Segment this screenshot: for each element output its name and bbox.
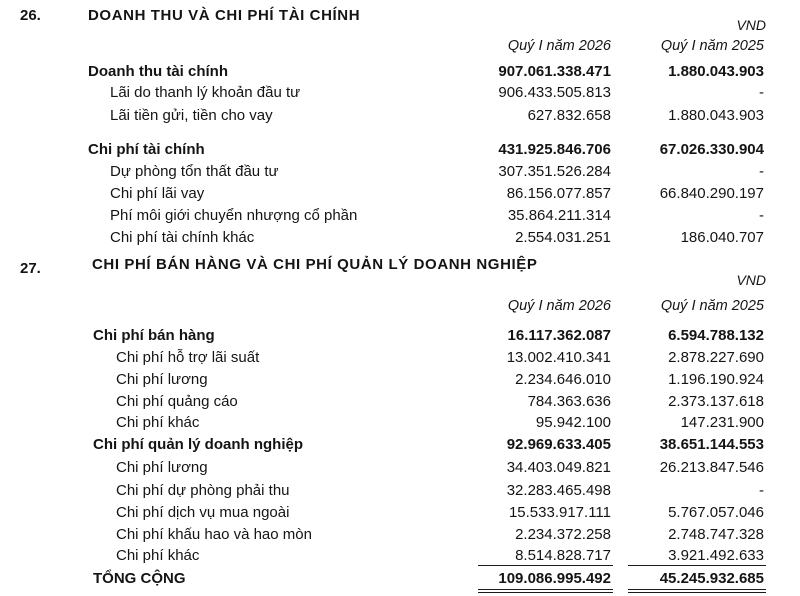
- row-value-2025: 186.040.707: [680, 229, 764, 246]
- row-value-2026: 2.554.031.251: [515, 229, 611, 246]
- fin-row-expense: [0, 141, 800, 163]
- fin-row-investment-provision: [0, 163, 800, 185]
- row-label: Chi phí dịch vụ mua ngoài: [116, 504, 290, 521]
- row-value-2025: -: [759, 163, 764, 180]
- row-label: Chi phí lãi vay: [110, 185, 205, 202]
- row-value-2025: 66.840.290.197: [659, 185, 764, 202]
- row-label: Chi phí khác: [116, 547, 200, 564]
- row-value-2025: -: [759, 482, 764, 499]
- row-value-2026: 35.864.211.314: [507, 207, 611, 224]
- row-value-2026: 431.925.846.706: [498, 141, 611, 158]
- section-27-col1-header: Quý I năm 2026: [507, 298, 611, 314]
- row-value-2025: -: [759, 207, 764, 224]
- sga-row-advertising: [0, 393, 800, 415]
- fin-row-other-expense: [0, 229, 800, 251]
- row-value-2026: 15.533.917.111: [508, 504, 611, 521]
- sga-row-receivable-provision: [0, 482, 800, 504]
- row-value-2025: -: [759, 84, 764, 101]
- fin-row-investment-gain: [0, 84, 800, 106]
- row-label: Lãi tiền gửi, tiền cho vay: [110, 107, 273, 124]
- row-label: Dự phòng tổn thất đầu tư: [110, 163, 279, 180]
- row-label: Chi phí quảng cáo: [116, 393, 238, 410]
- subtotal-rule-2025: [628, 565, 766, 566]
- total-value-2026: 109.086.995.492: [498, 570, 611, 587]
- row-label: Chi phí khác: [116, 414, 200, 431]
- row-value-2025: 2.878.227.690: [668, 349, 764, 366]
- row-label: Chi phí quản lý doanh nghiệp: [93, 436, 303, 453]
- row-value-2026: 2.234.646.010: [515, 371, 611, 388]
- row-label: Doanh thu tài chính: [88, 63, 228, 80]
- section-26-col2-header: Quý I năm 2025: [660, 38, 764, 54]
- row-value-2026: 627.832.658: [527, 107, 611, 124]
- row-label: Chi phí dự phòng phải thu: [116, 482, 290, 499]
- fin-row-deposit-interest: [0, 107, 800, 129]
- sga-row-admin: [0, 436, 800, 458]
- section-26-number: 26.: [20, 7, 41, 24]
- row-label: Chi phí lương: [116, 459, 208, 476]
- sga-row-interest-support: [0, 349, 800, 371]
- row-value-2026: 86.156.077.857: [506, 185, 611, 202]
- fin-row-revenue: [0, 63, 800, 85]
- row-value-2025: 1.880.043.903: [668, 107, 764, 124]
- total-rule-2026-a: [478, 589, 613, 590]
- row-value-2025: 2.748.747.328: [668, 526, 764, 543]
- row-label: Chi phí lương: [116, 371, 208, 388]
- sga-row-admin-salary: [0, 459, 800, 481]
- row-value-2026: 32.283.465.498: [506, 482, 611, 499]
- subtotal-rule-2026: [478, 565, 613, 566]
- row-value-2025: 2.373.137.618: [668, 393, 764, 410]
- row-value-2026: 34.403.049.821: [506, 459, 611, 476]
- row-value-2026: 13.002.410.341: [506, 349, 611, 366]
- row-value-2025: 3.921.492.633: [668, 547, 764, 564]
- section-27-col2-header: Quý I năm 2025: [660, 298, 764, 314]
- sga-row-selling-other: [0, 414, 800, 436]
- total-value-2025: 45.245.932.685: [659, 570, 764, 587]
- row-value-2025: 6.594.788.132: [668, 327, 764, 344]
- row-value-2025: 38.651.144.553: [659, 436, 764, 453]
- row-label: Chi phí tài chính khác: [110, 229, 255, 246]
- row-value-2025: 67.026.330.904: [659, 141, 764, 158]
- section-27-unit: VND: [736, 272, 766, 288]
- row-value-2026: 92.969.633.405: [506, 436, 611, 453]
- row-value-2025: 1.196.190.924: [668, 371, 764, 388]
- sga-row-selling-salary: [0, 371, 800, 393]
- fin-row-brokerage-fee: [0, 207, 800, 229]
- section-26-unit: VND: [736, 17, 766, 33]
- section-26-col1-header: Quý I năm 2026: [507, 38, 611, 54]
- row-label: Chi phí hỗ trợ lãi suất: [116, 349, 260, 366]
- fin-row-loan-interest: [0, 185, 800, 207]
- row-value-2026: 906.433.505.813: [498, 84, 611, 101]
- total-rule-2026-b: [478, 592, 613, 593]
- section-27-title: CHI PHÍ BÁN HÀNG VÀ CHI PHÍ QUẢN LÝ DOANH NGHIỆP: [92, 256, 538, 273]
- row-label: Chi phí tài chính: [88, 141, 205, 158]
- row-value-2026: 95.942.100: [535, 414, 611, 431]
- total-label: TỔNG CỘNG: [93, 570, 186, 587]
- row-value-2026: 8.514.828.717: [515, 547, 611, 564]
- row-value-2026: 907.061.338.471: [498, 63, 611, 80]
- row-value-2025: 147.231.900: [680, 414, 764, 431]
- sga-row-outsourced-services: [0, 504, 800, 526]
- sga-row-depreciation: [0, 526, 800, 548]
- row-value-2025: 5.767.057.046: [668, 504, 764, 521]
- row-value-2026: 2.234.372.258: [515, 526, 611, 543]
- row-value-2025: 26.213.847.546: [659, 459, 764, 476]
- total-rule-2025-a: [628, 589, 766, 590]
- row-value-2026: 307.351.526.284: [498, 163, 611, 180]
- row-label: Chi phí bán hàng: [93, 327, 215, 344]
- row-value-2026: 16.117.362.087: [507, 327, 611, 344]
- row-label: Phí môi giới chuyển nhượng cổ phần: [110, 207, 358, 224]
- section-27-number: 27.: [20, 260, 41, 277]
- section-26-title: DOANH THU VÀ CHI PHÍ TÀI CHÍNH: [88, 7, 361, 24]
- sga-row-selling: [0, 327, 800, 349]
- row-value-2026: 784.363.636: [527, 393, 611, 410]
- row-label: Lãi do thanh lý khoản đầu tư: [110, 84, 301, 101]
- row-value-2025: 1.880.043.903: [668, 63, 764, 80]
- total-rule-2025-b: [628, 592, 766, 593]
- row-label: Chi phí khấu hao và hao mòn: [116, 526, 312, 543]
